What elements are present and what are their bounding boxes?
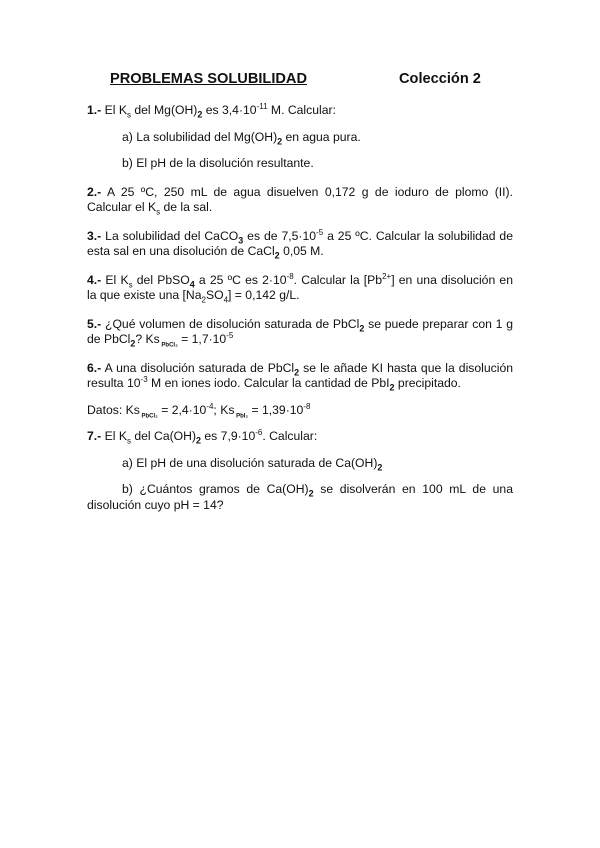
text: de la sal.	[160, 200, 213, 214]
problem-2	[87, 185, 513, 216]
subscript: 2	[274, 250, 280, 261]
subscript: 2	[359, 322, 365, 333]
problem-number: 1.-	[87, 103, 102, 117]
superscript: -5	[226, 330, 234, 340]
subscript: 2	[201, 295, 206, 305]
text: El K	[101, 103, 127, 117]
text: se le añade KI hasta que la disolución resulta 10	[87, 360, 513, 390]
problem-6-data	[87, 403, 513, 419]
problem-7-part-a	[87, 456, 513, 472]
subscript: 3	[238, 234, 244, 245]
subscript: s	[156, 207, 161, 217]
problem-number: 6.-	[87, 360, 102, 375]
text: = 2,4·10	[157, 402, 207, 417]
text: M. Calcular:	[267, 103, 336, 117]
subscript: 2	[197, 109, 203, 120]
problem-number: 3.-	[87, 228, 102, 243]
text: del Mg(OH)	[130, 103, 198, 117]
text: 0,05 M.	[279, 244, 324, 258]
superscript: -5	[316, 227, 324, 237]
subscript: 2	[389, 382, 395, 393]
text: M en iones iodo. Calcular la cantidad de PbI	[147, 376, 390, 390]
text: precipitado.	[394, 376, 461, 390]
text: ¿Qué volumen de disolución saturada de PbCl	[101, 316, 360, 331]
text: a) El pH de una disolución saturada de Ca(OH)	[122, 455, 378, 470]
text: La solubilidad del CaCO	[101, 228, 239, 243]
problem-1-part-a	[87, 130, 513, 146]
problem-number: 5.-	[87, 316, 102, 331]
text: b) ¿Cuántos gramos de Ca(OH)	[122, 482, 309, 496]
superscript: -8	[286, 271, 294, 281]
text: a) La solubilidad del Mg(OH)	[122, 129, 278, 144]
problem-list	[87, 103, 513, 513]
problem-5	[87, 317, 513, 348]
subscript: 2	[294, 366, 300, 377]
problem-7-part-b	[87, 482, 513, 513]
text: ? Ks	[135, 332, 160, 346]
subscript: 2	[308, 488, 314, 499]
text: del PbSO	[132, 272, 190, 287]
problem-6	[87, 361, 513, 392]
text: se puede preparar con 1 g de PbCl	[87, 316, 513, 346]
superscript: -8	[303, 401, 311, 411]
text: es de 7,5·10	[243, 228, 317, 243]
text: ] = 0,142 g/L.	[228, 288, 300, 302]
subscript: PbCl₂	[159, 342, 178, 349]
text: ] en una disolución en la que existe una [Na	[87, 272, 513, 302]
problem-number: 4.-	[87, 272, 102, 287]
text: El K	[101, 429, 127, 443]
problem-7	[87, 429, 513, 445]
subscript: s	[126, 110, 131, 120]
text: A una disolución saturada de PbCl	[101, 360, 295, 375]
text: = 1,39·10	[248, 402, 304, 417]
text: es 3,4·10	[202, 103, 257, 117]
subscript: 2	[196, 435, 202, 446]
superscript: -4	[206, 401, 214, 411]
problem-3	[87, 229, 513, 260]
text: es 7,9·10	[201, 429, 256, 443]
problem-4	[87, 273, 513, 304]
text: b) El pH de la disolución resultante.	[122, 156, 314, 170]
subscript: s	[128, 279, 133, 289]
text: SO	[205, 288, 224, 302]
subscript: 2	[130, 338, 136, 349]
subscript: 4	[223, 295, 229, 305]
superscript: -6	[255, 427, 263, 437]
subscript: 2	[377, 461, 383, 472]
text: del Ca(OH)	[130, 429, 196, 443]
text: El K	[101, 272, 129, 287]
collection-label: Colección 2	[399, 71, 481, 87]
text: a 25 ºC es 2·10	[194, 272, 287, 287]
subscript: 4	[189, 278, 195, 289]
text: en agua pura.	[282, 129, 361, 144]
text: Datos: Ks	[87, 402, 140, 417]
problem-1-part-b	[87, 156, 513, 172]
text: a 25 ºC. Calcular la solubilidad de esta sal en una disolución de CaCl	[87, 228, 513, 258]
document-header	[110, 72, 490, 88]
text: . Calcular:	[262, 429, 318, 443]
text: se disolverán en 100 mL de una disolución cuyo pH = 14?	[87, 482, 513, 512]
problem-number: 2.-	[87, 184, 102, 199]
text: A 25 ºC, 250 mL de agua disuelven 0,172 g de ioduro de plomo (II). Calcular el K	[87, 184, 513, 214]
text: = 1,7·10	[177, 332, 227, 346]
superscript: 2+	[382, 271, 392, 281]
subscript: PbCl₂	[139, 412, 158, 419]
text: ; Ks	[213, 402, 235, 417]
superscript: -3	[140, 374, 148, 384]
problem-number: 7.-	[87, 429, 102, 443]
subscript: PbI₂	[234, 412, 249, 419]
superscript: -11	[256, 101, 268, 111]
problem-1	[87, 103, 513, 119]
text: . Calcular la [Pb	[293, 272, 383, 287]
subscript: 2	[277, 135, 283, 146]
document-title: PROBLEMAS SOLUBILIDAD	[110, 71, 308, 87]
subscript: s	[126, 436, 131, 446]
